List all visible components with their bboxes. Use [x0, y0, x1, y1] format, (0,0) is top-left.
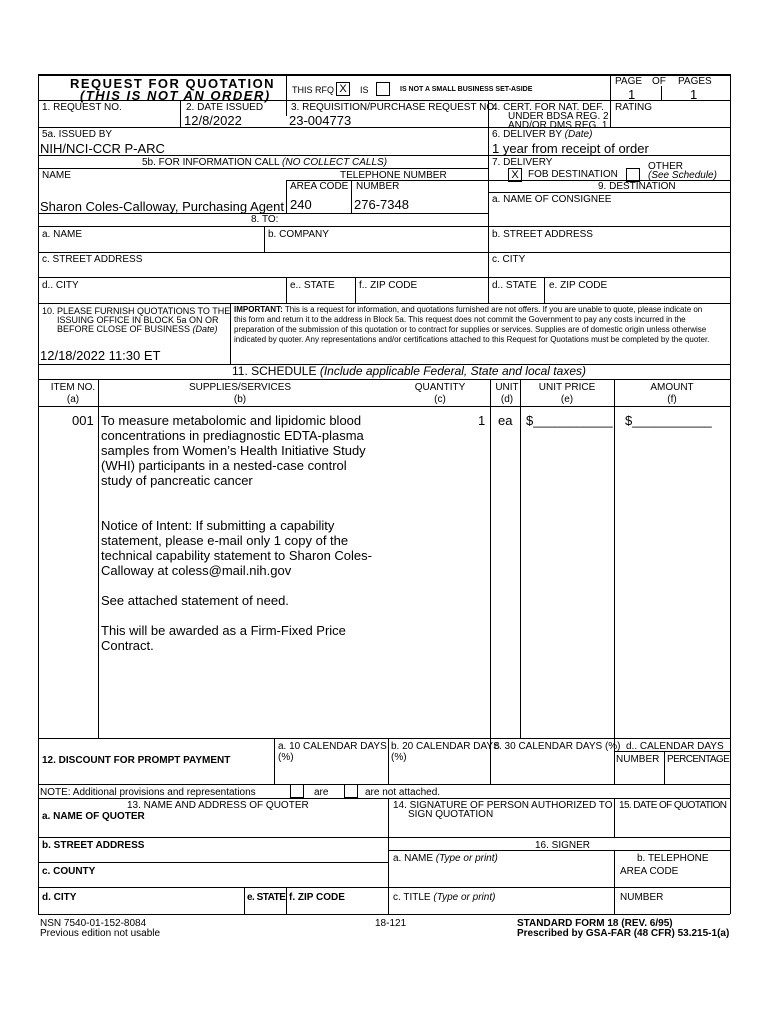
of-label: OF — [652, 76, 666, 87]
form-right-border — [730, 74, 731, 914]
delivery-label: 7. DELIVERY — [492, 157, 553, 168]
col-amount: AMOUNT — [650, 382, 694, 393]
deliver-by-value[interactable]: 1 year from receipt of order — [492, 141, 649, 156]
discount-percentage-label: PERCENTAGE — [667, 754, 730, 765]
deliver-by-label: 6. DELIVER BY (Date) — [492, 129, 593, 140]
rfq-is-not-checkbox[interactable] — [376, 82, 390, 96]
cert-label-line3: AND/OR DMS REG. 1 — [508, 120, 608, 127]
discount-d-label: d.. CALENDAR DAYS — [626, 741, 724, 752]
to-city-label: d.. CITY — [42, 280, 79, 291]
important-notice: IMPORTANT: This is a request for information, and quotations furnished are not offers. If you are unable to quote, please indicate on this form and return it to the address in Block 5a. This request does not commit the Government to pay any costs incurred in the preparation of the submission of this quotation or to contract for supplies or services. Supplies are of domestic origin unless otherwise indicated by quoter. Any representations and/or certifications attached to this Request for Quotations must be completed by the quoter. — [234, 305, 710, 344]
fob-destination-label: FOB DESTINATION — [528, 169, 618, 180]
name-value[interactable]: Sharon Coles-Calloway, Purchasing Agent — [40, 199, 285, 214]
discount-20-label: b. 20 CALENDAR DAYS — [391, 741, 500, 752]
area-code-label: AREA CODE — [290, 181, 349, 192]
see-schedule-label: (See Schedule) — [648, 170, 717, 181]
telephone-label: TELEPHONE NUMBER — [340, 170, 447, 181]
footer-form-name: STANDARD FORM 18 (REV. 6/95) — [517, 918, 673, 929]
furnish-line2: ISSUING OFFICE IN BLOCK 5a ON OR — [57, 315, 219, 325]
item-description-1: To measure metabolomic and lipidomic blood concentrations in prediagnostic EDTA-plasma samples from Women’s Health Initiative Study (WHI) participants in a nested-case control study of pancreatic cancer — [101, 413, 366, 488]
discount-label: 12. DISCOUNT FOR PROMPT PAYMENT — [42, 755, 231, 766]
page-label: PAGE — [615, 76, 643, 87]
discount-number-label: NUMBER — [616, 754, 660, 765]
furnish-line1: 10. PLEASE FURNISH QUOTATIONS TO THE — [42, 306, 231, 316]
dest-state-label: d.. STATE — [492, 280, 537, 291]
to-state-label: e.. STATE — [290, 280, 335, 291]
footer-prescribed: Prescribed by GSA-FAR (48 CFR) 53.215-1(a) — [517, 928, 730, 939]
note-text: NOTE: Additional provisions and representations — [40, 787, 256, 798]
signer-name-label: a. NAME (Type or print) — [393, 853, 498, 864]
form-bottom-border — [38, 914, 730, 915]
form-left-border — [38, 74, 39, 914]
quoter-county-label: c. COUNTY — [42, 866, 96, 877]
footer-prev: Previous edition not usable — [40, 928, 161, 939]
quoter-zip-label: f. ZIP CODE — [289, 892, 345, 903]
col-supplies-sub: (b) — [233, 394, 247, 405]
issued-by-value[interactable]: NIH/NCI-CCR P-ARC — [40, 141, 165, 156]
unit-price-field[interactable]: $___________ — [526, 413, 613, 428]
col-supplies: SUPPLIES/SERVICES — [188, 382, 292, 393]
signer-label: 16. SIGNER — [535, 840, 591, 851]
fob-destination-checkbox[interactable]: X — [508, 168, 522, 182]
page-value: 1 — [628, 87, 636, 102]
form-title: REQUEST FOR QUOTATION — [70, 76, 276, 91]
cert-label-line1: 4. CERT. FOR NAT. DEF. — [492, 102, 604, 113]
furnish-line3: BEFORE CLOSE OF BUSINESS (Date) — [57, 324, 218, 334]
signer-number-label: NUMBER — [620, 892, 664, 903]
name-label: NAME — [42, 170, 71, 181]
requisition-value[interactable]: 23-004773 — [289, 113, 352, 128]
item-description-4: This will be awarded as a Firm-Fixed Price Contract. — [101, 623, 346, 653]
discount-20-pct: (%) — [391, 752, 407, 763]
date-issued-label: 2. DATE ISSUED — [186, 102, 264, 113]
quantity-value: 1 — [478, 413, 486, 428]
number-value[interactable]: 276-7348 — [354, 197, 409, 212]
col-item-no: ITEM NO. — [50, 382, 96, 393]
furnish-date-value[interactable]: 12/18/2022 11:30 ET — [40, 348, 161, 363]
quoter-state-label: e. STATE — [247, 892, 286, 903]
requisition-label: 3. REQUISITION/PURCHASE REQUEST NO. — [291, 102, 497, 113]
quoter-city-label: d. CITY — [42, 892, 77, 903]
rfq-is-checkbox[interactable]: X — [336, 82, 350, 96]
to-label: 8. TO: — [251, 214, 279, 225]
unit-value: ea — [498, 413, 513, 428]
col-quantity: QUANTITY — [414, 382, 466, 393]
is-label: IS — [360, 85, 369, 95]
pages-label: PAGES — [678, 76, 712, 87]
discount-30-label: c. 30 CALENDAR DAYS (%) — [494, 741, 621, 752]
signature-label-line1: 14. SIGNATURE OF PERSON AUTHORIZED TO — [393, 800, 613, 811]
pages-value: 1 — [690, 87, 698, 102]
to-name-label: a. NAME — [42, 229, 83, 240]
dest-city-label: c. CITY — [492, 254, 526, 265]
are-not-checkbox[interactable] — [344, 784, 358, 798]
destination-label: 9. DESTINATION — [598, 181, 676, 192]
col-unit-price: UNIT PRICE — [538, 382, 596, 393]
amount-field[interactable]: $___________ — [625, 413, 712, 428]
are-checkbox[interactable] — [290, 784, 304, 798]
col-unit: UNIT — [495, 382, 519, 393]
signer-telephone-label: b. TELEPHONE — [637, 853, 709, 864]
discount-10-pct: (%) — [278, 752, 294, 763]
col-amount-sub: (f) — [667, 394, 677, 405]
form-subtitle: (THIS IS NOT AN ORDER) — [80, 88, 271, 103]
consignee-label: a. NAME OF CONSIGNEE — [492, 194, 612, 205]
quoter-title: 13. NAME AND ADDRESS OF QUOTER — [127, 800, 309, 811]
are-not-label: are not attached. — [365, 787, 441, 798]
item-description-2: Notice of Intent: If submitting a capability statement, please e-mail only 1 copy of the technical capability statement to Sharon Coles-Calloway at coless@mail.nih.gov — [101, 518, 372, 578]
are-label: are — [314, 787, 329, 798]
issued-by-label: 5a. ISSUED BY — [42, 129, 113, 140]
schedule-title: 11. SCHEDULE (Include applicable Federal, State and local taxes) — [232, 364, 586, 378]
request-no-label: 1. REQUEST NO. — [42, 102, 122, 113]
number-label: NUMBER — [356, 181, 400, 192]
to-zip-label: f.. ZIP CODE — [359, 280, 418, 291]
date-issued-value[interactable]: 12/8/2022 — [184, 113, 242, 128]
date-of-quotation-label: 15. DATE OF QUOTATION — [619, 800, 727, 811]
quoter-name-label: a. NAME OF QUOTER — [42, 811, 145, 822]
dest-zip-label: e. ZIP CODE — [549, 280, 608, 291]
signer-area-code-label: AREA CODE — [620, 866, 679, 877]
area-code-value[interactable]: 240 — [290, 197, 312, 212]
rating-label: RATING — [615, 102, 653, 113]
footer-code: 18-121 — [375, 918, 407, 929]
item-no-value: 001 — [72, 413, 94, 428]
dest-street-label: b. STREET ADDRESS — [492, 229, 593, 240]
info-call-label: 5b. FOR INFORMATION CALL (NO COLLECT CALLS) — [142, 157, 388, 168]
col-item-no-sub: (a) — [66, 394, 80, 405]
this-rfq-label: THIS RFQ — [292, 85, 334, 95]
to-company-label: b. COMPANY — [268, 229, 329, 240]
footer-nsn: NSN 7540-01-152-8084 — [40, 918, 147, 929]
item-description-3: See attached statement of need. — [101, 593, 289, 608]
to-street-label: c. STREET ADDRESS — [42, 254, 143, 265]
col-unit-sub: (d) — [500, 394, 514, 405]
col-quantity-sub: (c) — [434, 394, 446, 405]
other-label: OTHER — [648, 161, 683, 172]
cert-label-line2: UNDER BDSA REG. 2 — [508, 111, 609, 122]
col-unit-price-sub: (e) — [560, 394, 574, 405]
discount-10-label: a. 10 CALENDAR DAYS — [278, 741, 387, 752]
signer-title-label: c. TITLE (Type or print) — [393, 892, 496, 903]
set-aside-label: IS NOT A SMALL BUSINESS SET-ASIDE — [400, 86, 533, 93]
quoter-street-label: b. STREET ADDRESS — [42, 840, 145, 851]
signature-label-line2: SIGN QUOTATION — [408, 809, 494, 820]
